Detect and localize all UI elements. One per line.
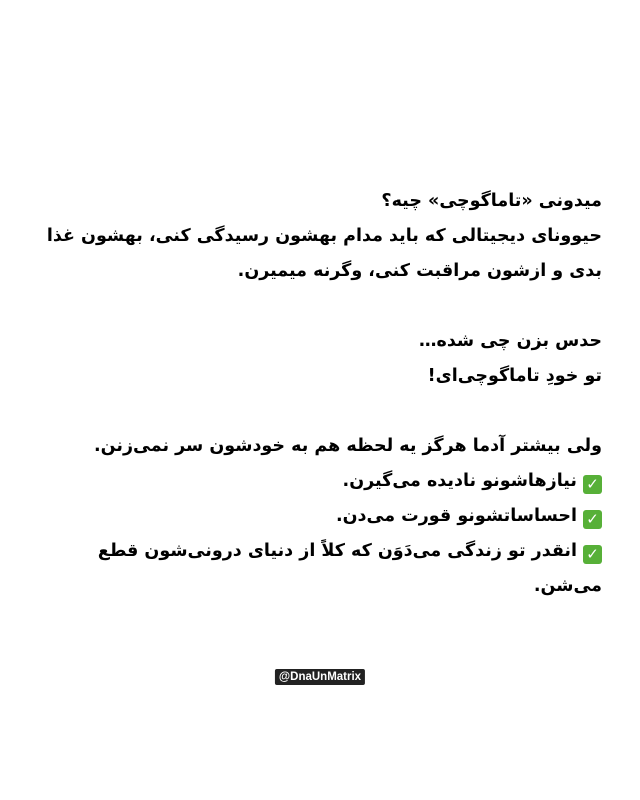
check-mark-icon: ✓ bbox=[583, 475, 602, 494]
reveal-answer: تو خودِ تاماگوچی‌ای! bbox=[427, 366, 602, 386]
list-item-text: نیازهاشونو نادیده می‌گیرن. bbox=[342, 471, 577, 491]
reveal-paragraph bbox=[38, 324, 602, 394]
post-text bbox=[38, 184, 602, 604]
check-mark-icon: ✓ bbox=[583, 510, 602, 529]
list-item bbox=[38, 534, 602, 604]
contrast-lead: ولی بیشتر آدما هرگز یه لحظه هم به خودشون سر نمی‌زنن. bbox=[94, 436, 602, 456]
intro-paragraph bbox=[38, 184, 602, 289]
list-item bbox=[38, 464, 602, 499]
list-item-text: انقدر تو زندگی می‌دَوَن که کلاً از دنیای درونی‌شون قطع می‌شن. bbox=[97, 541, 602, 596]
list-item-text: احساساتشونو قورت می‌دن. bbox=[335, 506, 577, 526]
reveal-guess: حدس بزن چی شده… bbox=[418, 331, 602, 351]
contrast-paragraph bbox=[38, 429, 602, 604]
check-mark-icon: ✓ bbox=[583, 545, 602, 564]
list-item bbox=[38, 499, 602, 534]
watermark-handle: @DnaUnMatrix bbox=[275, 669, 365, 685]
intro-explanation: حیوونای دیجیتالی که باید مدام بهشون رسیدگی کنی، بهشون غذا بدی و ازشون مراقبت کنی، وگرنه میمیرن. bbox=[46, 226, 602, 281]
intro-question: میدونی «تاماگوچی» چیه؟ bbox=[381, 191, 602, 211]
